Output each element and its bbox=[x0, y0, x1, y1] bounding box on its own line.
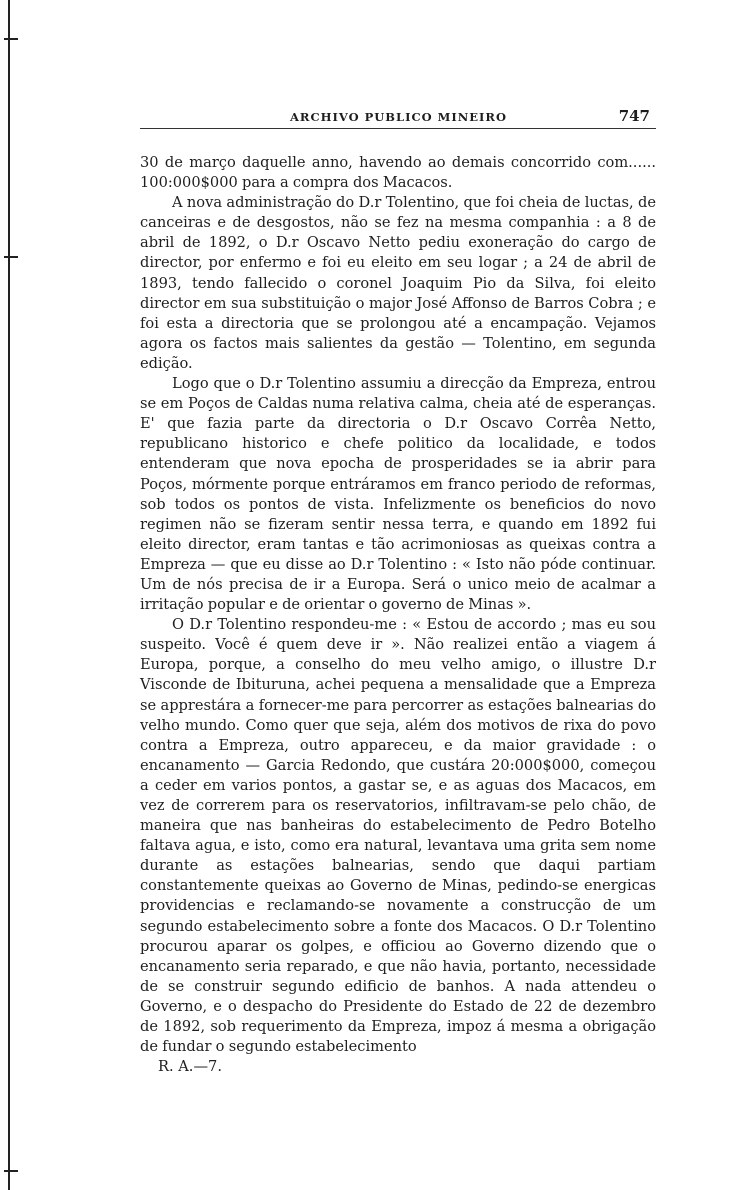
paragraph: 30 de março daquelle anno, havendo ao demais concorrido com...... 100:000$000 para a compra dos Macacos. bbox=[140, 154, 656, 192]
binding-tick-mark bbox=[4, 38, 18, 40]
paragraph: Logo que o D.r Tolentino assumiu a direcção da Empreza, entrou se em Poços de Caldas numa relativa calma, cheia até de esperanças. E' que fazia parte da directoria o D.r Oscavo Corrêa Netto, republicano historico e chefe politico da localidade, e todos entenderam que nova epocha de prosperidades se ia abrir para Poços, mórmente porque entráramos em franco periodo de reformas, sob todos os pontos de vista. Infelizmente os beneficios do novo regimen não se fizeram sentir nessa terra, e quando em 1892 fui eleito director, eram tantas e tão acrimoniosas as queixas contra a Empreza — que eu disse ao D.r Tolentino : « Isto não póde continuar. Um de nós precisa de ir a Europa. Será o unico meio de acalmar a irritação popular e de orientar o governo de Minas ». bbox=[140, 375, 656, 614]
page-header bbox=[140, 106, 656, 129]
paragraph: O D.r Tolentino respondeu-me : « Estou de accordo ; mas eu sou suspeito. Você é quem deve ir ». Não realizei então a viagem á Europa, porque, a conselho do meu velho amigo, o illustre D.r Visconde de Ibituruna, achei pequena a mensalidade que a Empreza se apprestára a fornecer-me para percorrer as estações balnearias do velho mundo. Como quer que seja, além dos motivos de rixa do povo contra a Empreza, outro appareceu, e da maior gravidade : o encanamento — Garcia Redondo, que custára 20:000$000, começou a ceder em varios pontos, a gastar se, e as aguas dos Macacos, em vez de correrem para os reservatorios, infiltravam-se pelo chão, de maneira que nas banheiras do estabelecimento de Pedro Botelho faltava agua, e isto, como era natural, levantava uma grita sem nome durante as estações balnearias, sendo que daqui partiam constantemente queixas ao Governo de Minas, pedindo-se energicas providencias e reclamando-se novamente a construcção de um segundo estabelecimento sobre a fonte dos Macacos. O D.r Tolentino procurou aparar os golpes, e officiou ao Governo dizendo que o encanamento seria reparado, e que não havia, portanto, necessidade de se construir segundo edificio de banhos. A nada attendeu o Governo, e o despacho do Presidente do Estado de 22 de dezembro de 1892, sob requerimento da Empreza, impoz á mesma a obrigação de fundar o segundo estabelecimento bbox=[140, 616, 656, 1056]
page-number: 747 bbox=[618, 107, 650, 125]
signature-mark: R. A.—7. bbox=[158, 1058, 222, 1076]
running-head: ARCHIVO PUBLICO MINEIRO bbox=[290, 110, 507, 124]
book-page bbox=[140, 106, 656, 1077]
paragraph: A nova administração do D.r Tolentino, que foi cheia de luctas, de canceiras e de desgostos, não se fez na mesma companhia : a 8 de abril de 1892, o D.r Oscavo Netto pediu exoneração do cargo de director, por enfermo e foi eu eleito em seu logar ; a 24 de abril de 1893, tendo fallecido o coronel Joaquim Pio da Silva, foi eleito director em sua substituição o major José Affonso de Barros Cobra ; e foi esta a directoria que se prolongou até a encampação. Vejamos agora os factos mais salientes da gestão — Tolentino, em segunda edição. bbox=[140, 194, 656, 372]
page-body bbox=[140, 153, 656, 1077]
binding-edge-line bbox=[8, 0, 10, 1190]
binding-tick-mark bbox=[4, 256, 18, 258]
binding-tick-mark bbox=[4, 1170, 18, 1172]
